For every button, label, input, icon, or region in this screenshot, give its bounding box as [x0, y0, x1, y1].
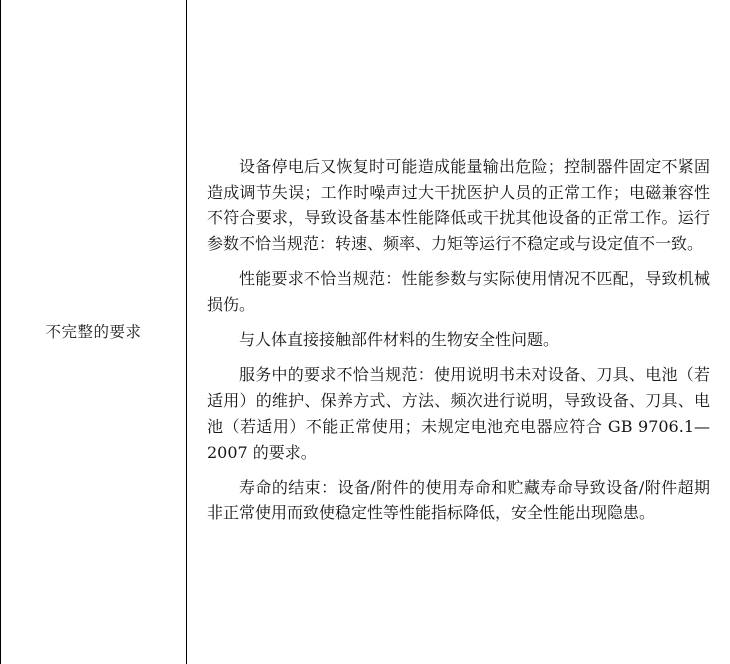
paragraph-4: 服务中的要求不恰当规范：使用说明书未对设备、刀具、电池（若适用）的维护、保养方式、方法、频次进行说明，导致设备、刀具、电池（若适用）不能正常使用；未规定电池充电器应符合 GB 9706.1—2007 的要求。	[207, 364, 710, 462]
row-label-text: 不完整的要求	[45, 322, 142, 341]
paragraph-3: 与人体直接接触部件材料的生物安全性问题。	[239, 330, 560, 350]
row-content-cell	[187, 0, 730, 664]
row-content-body	[187, 120, 730, 545]
paragraph-5: 寿命的结束：设备/附件的使用寿命和贮藏寿命导致设备/附件超期非正常使用而致使稳定性等性能指标降低，安全性能出现隐患。	[207, 477, 710, 523]
row-label-cell	[1, 0, 187, 664]
paragraph-2: 性能要求不恰当规范：性能参数与实际使用情况不匹配，导致机械损伤。	[207, 269, 710, 315]
table-row	[1, 0, 730, 664]
paragraph-1: 设备停电后又恢复时可能造成能量输出危险；控制器件固定不紧固造成调节失误；工作时噪声过大干扰医护人员的正常工作；电磁兼容性不符合要求，导致设备基本性能降低或干扰其他设备的正常工作。运行参数不恰当规范：转速、频率、力矩等运行不稳定或与设定值不一致。	[207, 156, 710, 254]
